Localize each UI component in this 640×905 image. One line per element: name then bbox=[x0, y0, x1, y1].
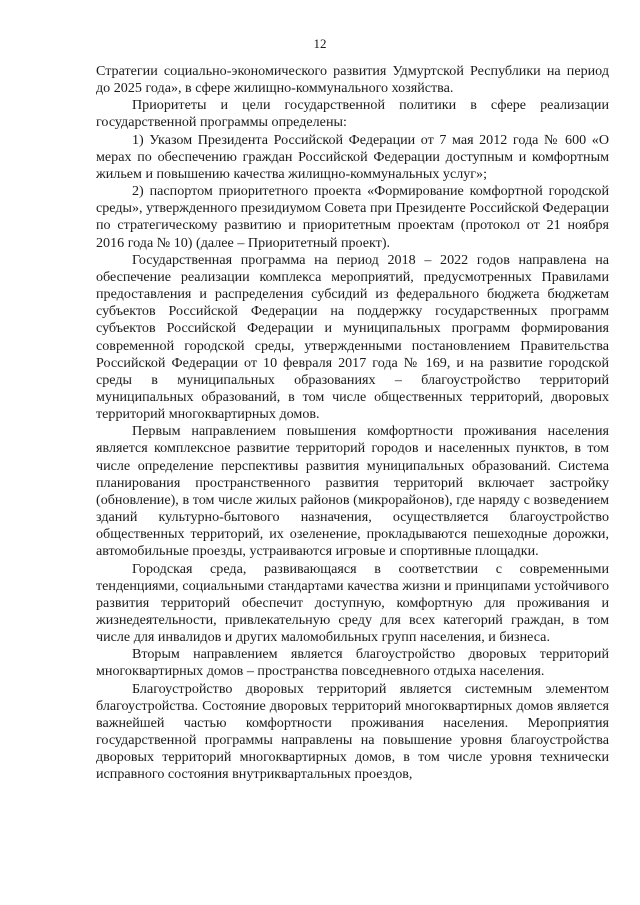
page-number: 12 bbox=[313, 36, 327, 51]
paragraph-courtyard-improvement: Благоустройство дворовых территорий является системным элементом благоустройства. Состояние дворовых территорий многоквартирных домов является важнейшей частью комфортности проживания населения. Мероприятия государственной программы направлены на повышение уровня благоустройства дворовых территорий многоквартирных домов, в том числе уровня технически исправного состояния внутриквартальных проездов, bbox=[96, 680, 609, 783]
paragraph-priorities-intro: Приоритеты и цели государственной политики в сфере реализации государственной программы определены: bbox=[96, 97, 609, 131]
paragraph-strategy-continuation: Стратегии социально-экономического развития Удмуртской Республики на период до 2025 года», в сфере жилищно-коммунального хозяйства. bbox=[96, 63, 609, 97]
paragraph-urban-environment: Городская среда, развивающаяся в соответствии с современными тенденциями, социальными стандартами качества жизни и принципами устойчивого развития территорий обеспечит доступную, комфортную для проживания и жизнедеятельности, привлекательную среду для всех категорий граждан, в том числе для инвалидов и других маломобильных групп населения, и бизнеса. bbox=[96, 560, 609, 646]
paragraph-priority-project: 2) паспортом приоритетного проекта «Формирование комфортной городской среды», утвержденного президиумом Совета при Президенте Российской Федерации по стратегическому развитию и приоритетным проектам (протокол от 21 ноября 2016 года № 10) (далее – Приоритетный проект). bbox=[96, 183, 609, 251]
document-body bbox=[96, 63, 609, 784]
paragraph-decree-600: 1) Указом Президента Российской Федерации от 7 мая 2012 года № 600 «О мерах по обеспечению граждан Российской Федерации доступным и комфортным жильем и повышению качества жилищно-коммунальных услуг»; bbox=[96, 131, 609, 182]
paragraph-first-direction: Первым направлением повышения комфортности проживания населения является комплексное развитие территорий городов и населенных пунктов, в том числе определение перспективы развития муниципальных образований. Система планирования пространственного развития территорий включает застройку (обновление), в том числе жилых районов (микрорайонов), где наряду с возведением зданий культурно-бытового назначения, осуществляется благоустройство общественных территорий, их озеленение, прокладываются пешеходные дорожки, автомобильные проезды, устраиваются игровые и спортивные площадки. bbox=[96, 423, 609, 560]
paragraph-program-scope: Государственная программа на период 2018 – 2022 годов направлена на обеспечение реализации комплекса мероприятий, предусмотренных Правилами предоставления и распределения субсидий из федерального бюджета бюджетам субъектов Российской Федерации на поддержку государственных программ субъектов Российской Федерации и муниципальных программ формирования современной городской среды, утвержденными постановлением Правительства Российской Федерации от 10 февраля 2017 года № 169, и на развитие городской среды в муниципальных образованиях – благоустройство территорий муниципальных образований, в том числе общественных территорий, дворовых территорий многоквартирных домов. bbox=[96, 251, 609, 423]
paragraph-second-direction: Вторым направлением является благоустройство дворовых территорий многоквартирных домов – пространства повседневного отдыха населения. bbox=[96, 646, 609, 680]
